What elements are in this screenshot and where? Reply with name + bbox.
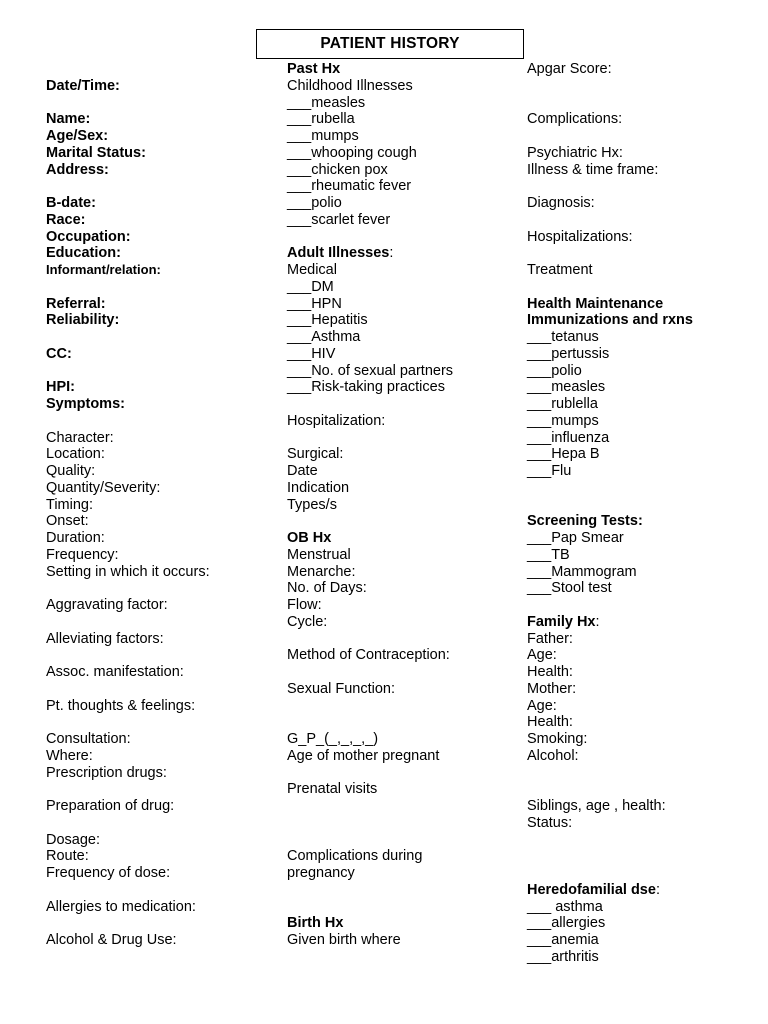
- line-text: Age:: [527, 697, 557, 714]
- line-text: ___rublella: [527, 396, 598, 412]
- line-text: Past Hx: [287, 61, 341, 77]
- line-text: Character:: [46, 429, 114, 446]
- line-text: G_P_(_,_,_,_): [287, 731, 379, 747]
- line-text: Quality:: [46, 463, 96, 479]
- blank-line: [527, 95, 762, 112]
- form-field-label: [527, 547, 762, 564]
- line-text: ___influenza: [527, 429, 610, 446]
- line-text: Location:: [46, 446, 105, 463]
- section-heading: [287, 61, 519, 78]
- form-field-label: [527, 647, 762, 664]
- section-heading: [527, 296, 762, 313]
- form-field-label: [287, 781, 519, 798]
- form-field-label: [287, 480, 519, 497]
- patient-info-column: [46, 61, 276, 949]
- form-field-label: [287, 162, 519, 179]
- blank-line: [527, 279, 762, 296]
- line-text: Frequency of dose:: [46, 865, 171, 881]
- line-text: Hospitalizations:: [527, 228, 633, 245]
- line-text: Duration:: [46, 530, 105, 546]
- form-field-label: [287, 379, 519, 396]
- form-field-label: [527, 430, 762, 447]
- line-text: ___Hepatitis: [287, 312, 368, 329]
- line-text: Complications:: [527, 111, 623, 128]
- line-text: B-date:: [46, 195, 96, 211]
- form-field-label: [527, 413, 762, 430]
- line-text: ___scarlet fever: [287, 211, 391, 228]
- form-field-label: [527, 681, 762, 698]
- form-field-label: [287, 731, 519, 748]
- line-text: Method of Contraception:: [287, 647, 450, 664]
- form-field-label: [46, 430, 276, 447]
- blank-line: [287, 664, 519, 681]
- line-text: HPI:: [46, 379, 75, 396]
- line-text: Apgar Score:: [527, 61, 612, 77]
- form-field-label: [46, 848, 276, 865]
- blank-line: [527, 212, 762, 229]
- form-field-label: [287, 262, 519, 279]
- line-text: Childhood Illnesses: [287, 77, 413, 94]
- blank-line: [46, 915, 276, 932]
- line-text: ___ asthma: [527, 898, 603, 915]
- form-field-label: [46, 932, 276, 949]
- form-field-label: [527, 631, 762, 648]
- form-field-label: [527, 111, 762, 128]
- form-field-label: [46, 664, 276, 681]
- line-text: Age/Sex:: [46, 128, 109, 144]
- form-field-label: [46, 748, 276, 765]
- line-text: Birth Hx: [287, 915, 344, 932]
- form-field-label: [287, 279, 519, 296]
- blank-line: [527, 128, 762, 145]
- blank-line: [46, 363, 276, 380]
- line-text: Illness & time frame:: [527, 161, 659, 178]
- line-text: ___Mammogram: [527, 563, 637, 580]
- form-field-label: [527, 899, 762, 916]
- form-field-label: [287, 597, 519, 614]
- form-field-label: [527, 463, 762, 480]
- section-heading: [46, 262, 276, 279]
- blank-line: [287, 631, 519, 648]
- blank-line: [287, 714, 519, 731]
- line-text: Siblings, age , health:: [527, 798, 666, 814]
- line-text: Complications during: [287, 848, 423, 865]
- line-text: Aggravating factor:: [46, 597, 168, 613]
- line-text: Types/s: [287, 496, 337, 513]
- line-text: Psychiatric Hx:: [527, 144, 623, 161]
- form-field-label: [527, 346, 762, 363]
- line-text: ___HPN: [287, 295, 342, 312]
- line-text: Given birth where: [287, 932, 401, 948]
- line-text: ___chicken pox: [287, 161, 388, 178]
- line-text: Prenatal visits: [287, 781, 378, 798]
- form-field-label: [527, 363, 762, 380]
- form-field-label: [527, 329, 762, 346]
- form-field-label: [527, 664, 762, 681]
- line-text: ___measles: [527, 379, 606, 396]
- section-heading: [527, 882, 762, 899]
- form-field-label: [527, 915, 762, 932]
- other-history-column: [527, 61, 762, 966]
- blank-line: [46, 61, 276, 78]
- blank-line: [527, 597, 762, 614]
- form-field-label: [287, 111, 519, 128]
- section-heading: [46, 111, 276, 128]
- line-text: Status:: [527, 814, 573, 831]
- line-text: Timing:: [46, 496, 93, 513]
- form-field-label: [287, 346, 519, 363]
- form-title-text: PATIENT HISTORY: [320, 35, 460, 52]
- form-field-label: [287, 932, 519, 949]
- history-column: [287, 61, 519, 949]
- line-text: Route:: [46, 848, 89, 865]
- line-text: Hospitalization:: [287, 412, 386, 429]
- line-text: OB Hx: [287, 530, 332, 546]
- line-text: Assoc. manifestation:: [46, 664, 184, 680]
- blank-line: [46, 815, 276, 832]
- line-text: ___anemia: [527, 932, 599, 948]
- line-text: ___rubella: [287, 111, 355, 128]
- blank-line: [46, 714, 276, 731]
- blank-line: [46, 178, 276, 195]
- blank-line: [46, 413, 276, 430]
- line-text: Sexual Function:: [287, 680, 396, 697]
- line-text: ___tetanus: [527, 329, 599, 345]
- form-field-label: [287, 128, 519, 145]
- line-text: Indication: [287, 479, 350, 496]
- line-text: Referral:: [46, 295, 106, 312]
- form-field-label: [287, 363, 519, 380]
- line-text: Onset:: [46, 513, 89, 530]
- form-field-label: [527, 698, 762, 715]
- form-field-label: [46, 832, 276, 849]
- form-field-label: [527, 262, 762, 279]
- line-text: ___HIV: [287, 345, 336, 362]
- line-text: Quantity/Severity:: [46, 479, 161, 496]
- form-field-label: [46, 463, 276, 480]
- line-text: CC:: [46, 345, 72, 362]
- blank-line: [287, 765, 519, 782]
- line-text: Adult Illnesses: [287, 245, 390, 262]
- line-text: Setting in which it occurs:: [46, 563, 210, 580]
- section-heading: [527, 312, 762, 329]
- form-field-label: [527, 815, 762, 832]
- line-text: Diagnosis:: [527, 195, 595, 211]
- line-text: No. of Days:: [287, 580, 367, 597]
- form-field-label: [527, 714, 762, 731]
- line-text: Menstrual: [287, 546, 351, 563]
- line-text: ___Pap Smear: [527, 530, 624, 546]
- line-text: ___rheumatic fever: [287, 178, 412, 195]
- line-text: ___No. of sexual partners: [287, 362, 454, 379]
- form-field-label: [287, 848, 519, 865]
- form-field-label: [46, 865, 276, 882]
- line-text: Health Maintenance: [527, 295, 664, 312]
- line-text: ___Asthma: [287, 329, 361, 345]
- form-field-label: [46, 698, 276, 715]
- form-field-label: [287, 564, 519, 581]
- form-field-label: [527, 798, 762, 815]
- blank-line: [46, 614, 276, 631]
- form-field-label: [527, 446, 762, 463]
- line-text: ___Stool test: [527, 580, 612, 597]
- line-text: Family Hx: [527, 613, 596, 630]
- form-field-label: [287, 195, 519, 212]
- line-text: ___polio: [527, 362, 582, 379]
- form-field-label: [527, 932, 762, 949]
- form-field-label: [527, 748, 762, 765]
- form-field-label: [527, 379, 762, 396]
- section-heading: [46, 195, 276, 212]
- section-heading: [46, 78, 276, 95]
- line-text: Alleviating factors:: [46, 630, 164, 647]
- line-text: Name:: [46, 111, 91, 128]
- line-text: Cycle:: [287, 613, 328, 630]
- blank-line: [46, 580, 276, 597]
- line-text: Where:: [46, 747, 93, 764]
- blank-line: [46, 882, 276, 899]
- section-heading: [287, 915, 519, 932]
- form-field-label: [287, 296, 519, 313]
- blank-line: [527, 178, 762, 195]
- line-text: Consultation:: [46, 731, 131, 747]
- line-text: Smoking:: [527, 731, 588, 747]
- form-field-label: [46, 446, 276, 463]
- blank-line: [287, 513, 519, 530]
- form-field-label: [527, 229, 762, 246]
- form-field-label: [46, 497, 276, 514]
- blank-line: [527, 832, 762, 849]
- blank-line: [46, 329, 276, 346]
- form-field-label: [287, 547, 519, 564]
- form-field-label: [46, 731, 276, 748]
- form-field-label: [287, 413, 519, 430]
- form-field-label: [527, 145, 762, 162]
- form-field-label: [287, 446, 519, 463]
- line-text: Flow:: [287, 597, 322, 613]
- section-heading: [46, 296, 276, 313]
- section-heading: [527, 614, 762, 631]
- section-heading: [46, 128, 276, 145]
- form-field-label: [527, 564, 762, 581]
- blank-line: [287, 798, 519, 815]
- blank-line: [287, 832, 519, 849]
- line-text: Address:: [46, 161, 109, 178]
- form-field-label: [46, 765, 276, 782]
- line-text: Prescription drugs:: [46, 764, 167, 781]
- line-text: ___Flu: [527, 463, 572, 479]
- line-text: Allergies to medication:: [46, 898, 196, 915]
- section-heading: [527, 513, 762, 530]
- blank-line: [287, 899, 519, 916]
- blank-line: [527, 781, 762, 798]
- line-text: Father:: [527, 630, 573, 647]
- blank-line: [287, 815, 519, 832]
- form-field-label: [527, 949, 762, 966]
- form-field-label: [287, 614, 519, 631]
- line-text: ___measles: [287, 94, 366, 111]
- form-field-label: [46, 564, 276, 581]
- blank-line: [46, 681, 276, 698]
- form-field-label: [287, 463, 519, 480]
- form-field-label: [46, 530, 276, 547]
- line-text: Education:: [46, 245, 121, 262]
- form-field-label: [46, 899, 276, 916]
- form-field-label: [287, 580, 519, 597]
- form-field-label: [46, 513, 276, 530]
- line-text: Marital Status:: [46, 144, 146, 161]
- line-text: ___pertussis: [527, 345, 610, 362]
- line-suffix: :: [655, 881, 660, 898]
- line-text: Health:: [527, 714, 573, 731]
- line-text: Surgical:: [287, 446, 344, 463]
- blank-line: [527, 78, 762, 95]
- blank-line: [527, 497, 762, 514]
- section-heading: [46, 396, 276, 413]
- line-text: ___arthritis: [527, 948, 599, 965]
- section-heading: [46, 346, 276, 363]
- form-field-label: [527, 61, 762, 78]
- form-title: [256, 29, 524, 59]
- blank-line: [527, 480, 762, 497]
- blank-line: [287, 882, 519, 899]
- form-field-label: [527, 195, 762, 212]
- section-heading: [46, 212, 276, 229]
- line-text: Immunizations and rxns: [527, 312, 693, 329]
- line-text: Dosage:: [46, 831, 101, 848]
- form-field-label: [46, 631, 276, 648]
- form-field-label: [287, 748, 519, 765]
- line-text: Heredofamilial dse: [527, 881, 656, 898]
- line-text: Symptoms:: [46, 396, 125, 412]
- form-field-label: [287, 78, 519, 95]
- form-field-label: [527, 396, 762, 413]
- blank-line: [527, 765, 762, 782]
- line-text: ___Hepa B: [527, 446, 600, 463]
- form-field-label: [287, 681, 519, 698]
- line-text: Screening Tests:: [527, 513, 643, 530]
- form-field-label: [287, 178, 519, 195]
- line-text: ___whooping cough: [287, 144, 417, 161]
- line-text: Treatment: [527, 262, 593, 278]
- line-text: Occupation:: [46, 228, 131, 245]
- section-heading: [46, 229, 276, 246]
- line-text: Frequency:: [46, 546, 119, 563]
- line-text: pregnancy: [287, 865, 355, 881]
- form-field-label: [527, 162, 762, 179]
- line-text: Menarche:: [287, 563, 356, 580]
- form-field-label: [527, 731, 762, 748]
- blank-line: [287, 396, 519, 413]
- blank-line: [46, 781, 276, 798]
- line-text: Mother:: [527, 680, 577, 697]
- line-text: ___mumps: [527, 412, 599, 429]
- form-field-label: [287, 312, 519, 329]
- line-text: Pt. thoughts & feelings:: [46, 697, 196, 714]
- section-heading: [287, 530, 519, 547]
- blank-line: [527, 865, 762, 882]
- form-field-label: [46, 597, 276, 614]
- line-text: Preparation of drug:: [46, 798, 175, 814]
- blank-line: [287, 430, 519, 447]
- line-text: Alcohol:: [527, 747, 579, 764]
- section-heading: [46, 162, 276, 179]
- line-text: Health:: [527, 664, 573, 680]
- form-field-label: [46, 480, 276, 497]
- blank-line: [46, 95, 276, 112]
- blank-line: [46, 647, 276, 664]
- line-text: ___DM: [287, 278, 334, 295]
- line-text: Age of mother pregnant: [287, 747, 440, 764]
- line-text: Medical: [287, 262, 337, 278]
- form-field-label: [287, 329, 519, 346]
- form-field-label: [527, 580, 762, 597]
- form-field-label: [46, 798, 276, 815]
- blank-line: [287, 229, 519, 246]
- section-heading: [46, 145, 276, 162]
- line-text: ___mumps: [287, 128, 359, 144]
- line-text: ___polio: [287, 195, 342, 211]
- line-text: Date: [287, 463, 318, 479]
- section-heading: [46, 379, 276, 396]
- line-text: ___Risk-taking practices: [287, 379, 445, 396]
- line-text: Reliability:: [46, 312, 120, 329]
- section-heading: [46, 245, 276, 262]
- form-field-label: [287, 95, 519, 112]
- form-field-label: [287, 497, 519, 514]
- line-text: Alcohol & Drug Use:: [46, 932, 177, 948]
- blank-line: [527, 848, 762, 865]
- line-text: Race:: [46, 211, 86, 228]
- form-field-label: [527, 530, 762, 547]
- line-text: Age:: [527, 647, 557, 664]
- form-field-label: [287, 145, 519, 162]
- form-field-label: [287, 647, 519, 664]
- form-field-label: [287, 212, 519, 229]
- section-heading: [287, 245, 519, 262]
- blank-line: [46, 279, 276, 296]
- line-suffix: :: [595, 613, 600, 630]
- line-text: Informant/relation:: [46, 262, 161, 277]
- line-text: Date/Time:: [46, 77, 120, 94]
- blank-line: [287, 698, 519, 715]
- line-text: ___TB: [527, 546, 570, 563]
- line-suffix: :: [389, 245, 394, 262]
- line-text: ___allergies: [527, 915, 606, 932]
- form-field-label: [46, 547, 276, 564]
- form-field-label: [287, 865, 519, 882]
- blank-line: [527, 245, 762, 262]
- section-heading: [46, 312, 276, 329]
